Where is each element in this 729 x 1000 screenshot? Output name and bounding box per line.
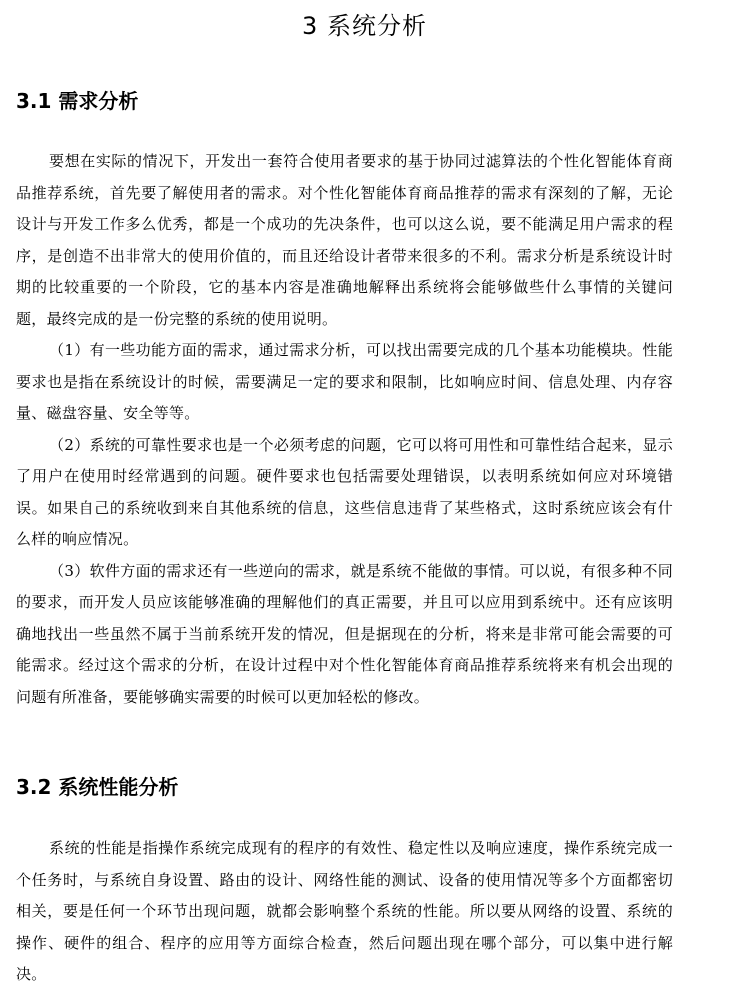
paragraph: 系统的性能是指操作系统完成现有的程序的有效性、稳定性以及响应速度，操作系统完成一个任务时，与系统自身设置、路由的设计、网络性能的测试、设备的使用情况等多个方面都密切相关，要是任何一个环节出现问题，就都会影响整个系统的性能。所以要从网络的设置、系统的操作、硬件的组合、程序的应用等方面综合检查，然后问题出现在哪个部分，可以集中进行解决。 [16, 839, 673, 983]
paragraph: 要想在实际的情况下，开发出一套符合使用者要求的基于协同过滤算法的个性化智能体育商品推荐系统，首先要了解使用者的需求。对个性化智能体育商品推荐的需求有深刻的了解，无论设计与开发工作多么优秀，都是一个成功的先决条件，也可以这么说，要不能满足用户需求的程序，是创造不出非常大的使用价值的，而且还给设计者带来很多的不利。需求分析是系统设计时期的比较重要的一个阶段，它的基本内容是准确地解释出系统将会能够做些什么事情的关键问题，最终完成的是一份完整的系统的使用说明。 [16, 152, 673, 328]
paragraph: （3）软件方面的需求还有一些逆向的需求，就是系统不能做的事情。可以说，有很多种不同的要求，而开发人员应该能够准确的理解他们的真正需要，并且可以应用到系统中。还有应该明确地找出一些虽然不属于当前系统开发的情况，但是据现在的分析，将来是非常可能会需要的可能需求。经过这个需求的分析，在设计过程中对个性化智能体育商品推荐系统将来有机会出现的问题有所准备，要能够确实需要的时候可以更加轻松的修改。 [16, 561, 673, 706]
paragraph: （2）系统的可靠性要求也是一个必须考虑的问题，它可以将可用性和可靠性结合起来，显示了用户在使用时经常遇到的问题。硬件要求也包括需要处理错误，以表明系统如何应对环境错误。如果自己的系统收到来自其他系统的信息，这些信息违背了某些格式，这时系统应该会有什么样的响应情况。 [16, 435, 673, 548]
chapter-title: 3 系统分析 [302, 12, 427, 40]
section-title-requirements: 3.1 需求分析 [16, 89, 139, 113]
section-body-performance [16, 833, 673, 991]
section-title-performance: 3.2 系统性能分析 [16, 775, 179, 799]
paragraph: （1）有一些功能方面的需求，通过需求分析，可以找出需要完成的几个基本功能模块。性能要求也是指在系统设计的时候，需要满足一定的要求和限制，比如响应时间、信息处理、内存容量、磁盘容量、安全等等。 [16, 341, 673, 422]
section-body-requirements [16, 146, 673, 713]
